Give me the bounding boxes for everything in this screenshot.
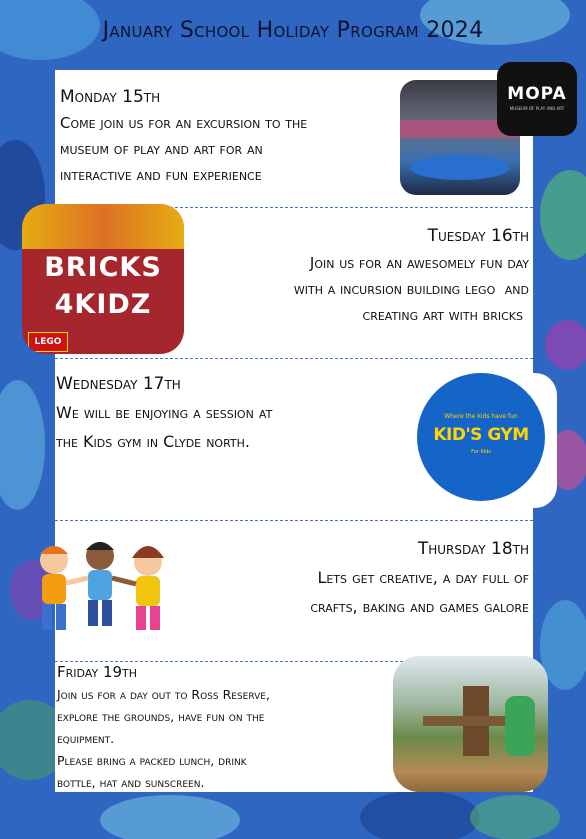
wednesday-heading: Wednesday 17th: [56, 374, 181, 394]
mopa-logo: MOPA MUSEUM OF PLAY AND ART: [497, 62, 577, 136]
divider-2: [55, 358, 533, 359]
friday-description: Join us for a day out to Ross Reserve, explore the grounds, have fun on the equipment. Please bring a packed lunch, drink bottle, hat and sunscreen.: [57, 687, 270, 790]
ross-reserve-playground-photo: [393, 656, 548, 792]
tuesday-description: Join us for an awesomely fun day with a incursion building lego and creating art with bricks: [293, 254, 529, 324]
page-title: January School Holiday Program 2024: [102, 18, 484, 43]
divider-3: [55, 520, 533, 521]
monday-description: Come join us for an excursion to the museum of play and art for an interactive and fun experience: [60, 114, 308, 184]
kids-gym-logo: Where the kids have fun KID'S GYM For Kids: [417, 373, 545, 501]
friday-heading: Friday 19th: [57, 663, 138, 681]
tuesday-heading: Tuesday 16th: [427, 226, 529, 246]
monday-heading: Monday 15th: [60, 87, 161, 107]
thursday-description: Lets get creative, a day full of crafts, baking and games galore: [310, 568, 529, 616]
bricks-4-kidz-logo: BRICKS 4KIDZ LEGO: [22, 204, 184, 354]
children-illustration: [20, 528, 180, 638]
thursday-heading: Thursday 18th: [417, 539, 529, 559]
wednesday-description: We will be enjoying a session at the Kids gym in Clyde north.: [56, 403, 273, 451]
